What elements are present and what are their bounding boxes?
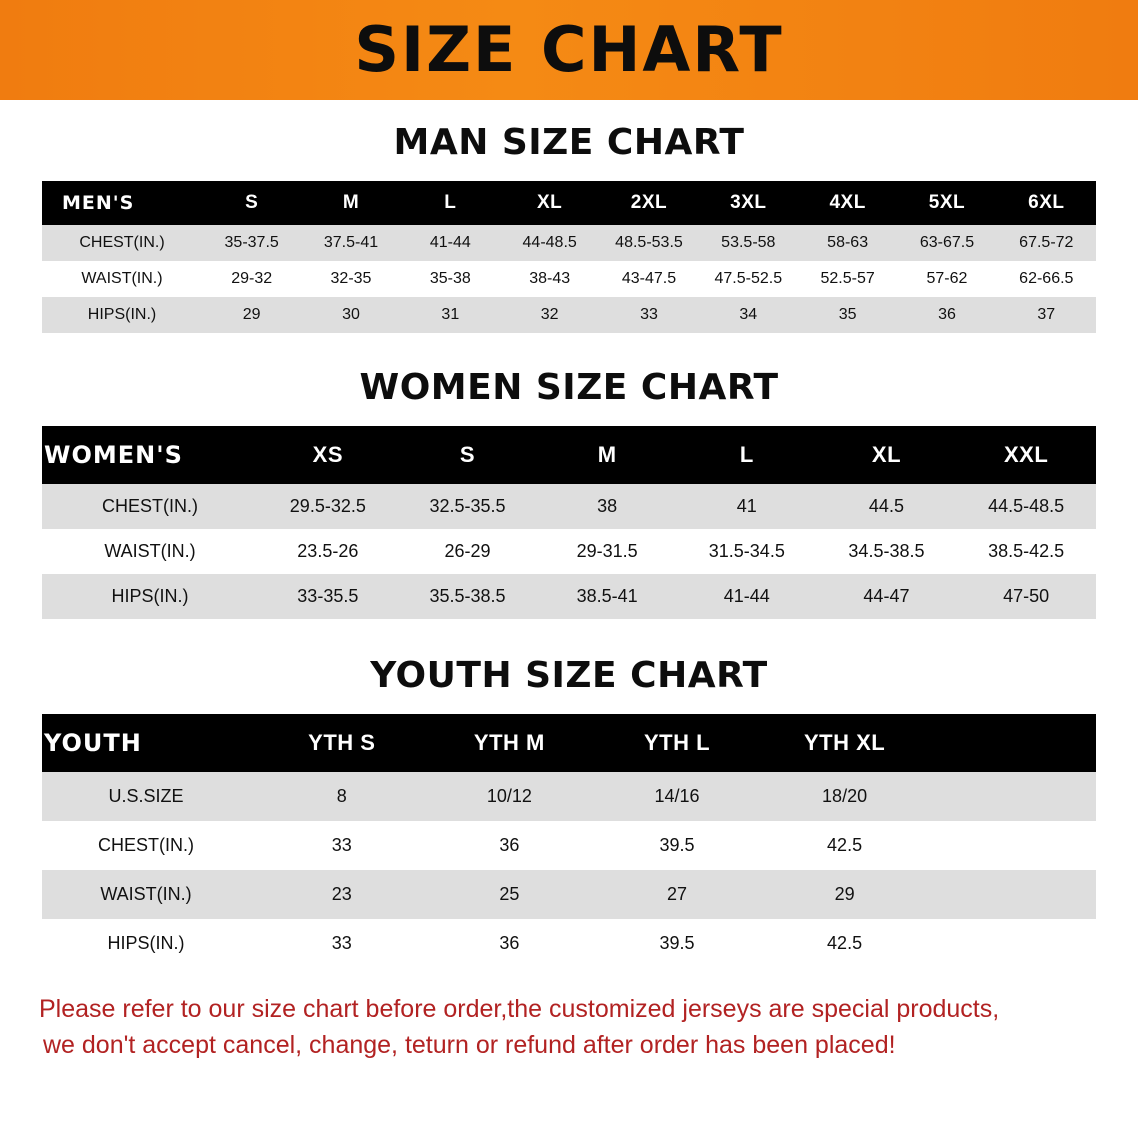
table-cell: 38 [537,484,677,529]
table-cell: 37.5-41 [301,225,400,261]
table-cell: 44.5-48.5 [956,484,1096,529]
column-header: WOMEN'S [44,441,183,469]
table-cell: 29-32 [202,261,301,297]
table-cell: 44-47 [817,574,957,619]
table-cell: 57-62 [897,261,996,297]
table-cell: 14/16 [593,772,761,821]
youth-section-heading: YOUTH SIZE CHART [370,655,768,696]
table-cell: 41 [677,484,817,529]
column-header: 4XL [829,192,866,213]
column-header: M [342,192,360,213]
row-label: CHEST(IN.) [42,821,258,870]
table-cell: 29 [761,870,929,919]
disclaimer-line-1: Please refer to our size chart before order,the customized jerseys are special products, [39,995,1000,1023]
table-cell: 67.5-72 [997,225,1096,261]
row-label: WAIST(IN.) [42,529,258,574]
table-cell: 41-44 [677,574,817,619]
row-label: HIPS(IN.) [42,297,202,333]
column-header: 5XL [928,192,966,213]
women-size-table [42,426,1096,619]
table-row [42,297,1096,333]
table-cell: 33 [258,821,426,870]
row-label: HIPS(IN.) [42,919,258,968]
table-cell: 29-31.5 [537,529,677,574]
table-row [42,919,1096,968]
women-section-heading: WOMEN SIZE CHART [359,367,779,408]
table-cell: 43-47.5 [599,261,698,297]
table-cell-empty [928,870,1096,919]
table-cell: 31 [401,297,500,333]
youth-table-wrapper [42,714,1096,968]
table-cell: 35 [798,297,897,333]
table-cell: 23 [258,870,426,919]
table-cell: 33-35.5 [258,574,398,619]
table-cell: 47-50 [956,574,1096,619]
table-row [42,261,1096,297]
column-header: YTH XL [803,730,886,755]
table-cell: 32 [500,297,599,333]
table-cell: 29.5-32.5 [258,484,398,529]
table-cell: 42.5 [761,821,929,870]
table-row [42,484,1096,529]
column-header: S [245,192,259,213]
table-cell: 35-38 [401,261,500,297]
youth-size-table [42,714,1096,968]
table-cell: 53.5-58 [699,225,798,261]
table-cell: 62-66.5 [997,261,1096,297]
column-header: XS [312,442,343,467]
table-row [42,772,1096,821]
row-label: WAIST(IN.) [42,261,202,297]
table-cell: 10/12 [426,772,594,821]
page-title: SIZE CHART [354,13,784,86]
column-header: M [597,442,617,467]
column-header: YTH M [473,730,545,755]
table-cell: 44.5 [817,484,957,529]
table-cell: 37 [997,297,1096,333]
row-label: CHEST(IN.) [42,484,258,529]
table-header-row [42,181,1096,225]
column-header: 3XL [730,192,767,213]
row-label: U.S.SIZE [42,772,258,821]
table-row [42,870,1096,919]
table-header-row [42,714,1096,772]
column-header: XXL [1003,442,1049,467]
table-cell: 34.5-38.5 [817,529,957,574]
man-size-table [42,181,1096,333]
table-cell: 29 [202,297,301,333]
table-cell: 35.5-38.5 [398,574,538,619]
table-cell: 42.5 [761,919,929,968]
table-cell-empty [928,821,1096,870]
table-cell: 34 [699,297,798,333]
table-row [42,821,1096,870]
row-label: HIPS(IN.) [42,574,258,619]
table-cell: 58-63 [798,225,897,261]
table-cell: 48.5-53.5 [599,225,698,261]
table-cell: 32-35 [301,261,400,297]
man-table-wrapper [42,181,1096,333]
table-cell: 25 [426,870,594,919]
column-header: XL [537,192,563,213]
table-cell: 32.5-35.5 [398,484,538,529]
table-cell: 33 [258,919,426,968]
column-header: L [444,192,457,213]
table-cell: 44-48.5 [500,225,599,261]
table-cell: 8 [258,772,426,821]
disclaimer-note [39,992,1099,1063]
table-cell: 52.5-57 [798,261,897,297]
table-row [42,225,1096,261]
table-cell: 39.5 [593,821,761,870]
table-cell: 39.5 [593,919,761,968]
column-header: XL [871,442,902,467]
table-cell: 23.5-26 [258,529,398,574]
women-table-wrapper [42,426,1096,619]
disclaimer-line-2: we don't accept cancel, change, teturn or refund after order has been placed! [43,1030,896,1059]
page-banner [0,0,1138,100]
column-header: MEN'S [62,192,135,214]
column-header: YOUTH [44,729,142,757]
table-cell: 36 [426,919,594,968]
table-cell: 31.5-34.5 [677,529,817,574]
table-row [42,574,1096,619]
column-header: YTH S [308,730,376,755]
table-cell: 35-37.5 [202,225,301,261]
column-header: 2XL [630,192,668,213]
column-header-empty [928,714,1096,772]
table-cell: 18/20 [761,772,929,821]
table-cell: 38.5-42.5 [956,529,1096,574]
table-cell: 41-44 [401,225,500,261]
table-cell: 30 [301,297,400,333]
table-row [42,529,1096,574]
man-section-heading: MAN SIZE CHART [393,122,745,163]
column-header: 6XL [1028,192,1065,213]
table-header-row [42,426,1096,484]
table-cell: 36 [897,297,996,333]
table-cell: 47.5-52.5 [699,261,798,297]
table-cell: 38-43 [500,261,599,297]
table-cell: 26-29 [398,529,538,574]
table-cell: 63-67.5 [897,225,996,261]
table-cell: 36 [426,821,594,870]
table-cell: 33 [599,297,698,333]
table-cell: 38.5-41 [537,574,677,619]
column-header: S [459,442,476,467]
table-cell-empty [928,919,1096,968]
row-label: WAIST(IN.) [42,870,258,919]
table-cell-empty [928,772,1096,821]
column-header: YTH L [643,730,711,755]
column-header: L [739,442,754,467]
row-label: CHEST(IN.) [42,225,202,261]
table-cell: 27 [593,870,761,919]
